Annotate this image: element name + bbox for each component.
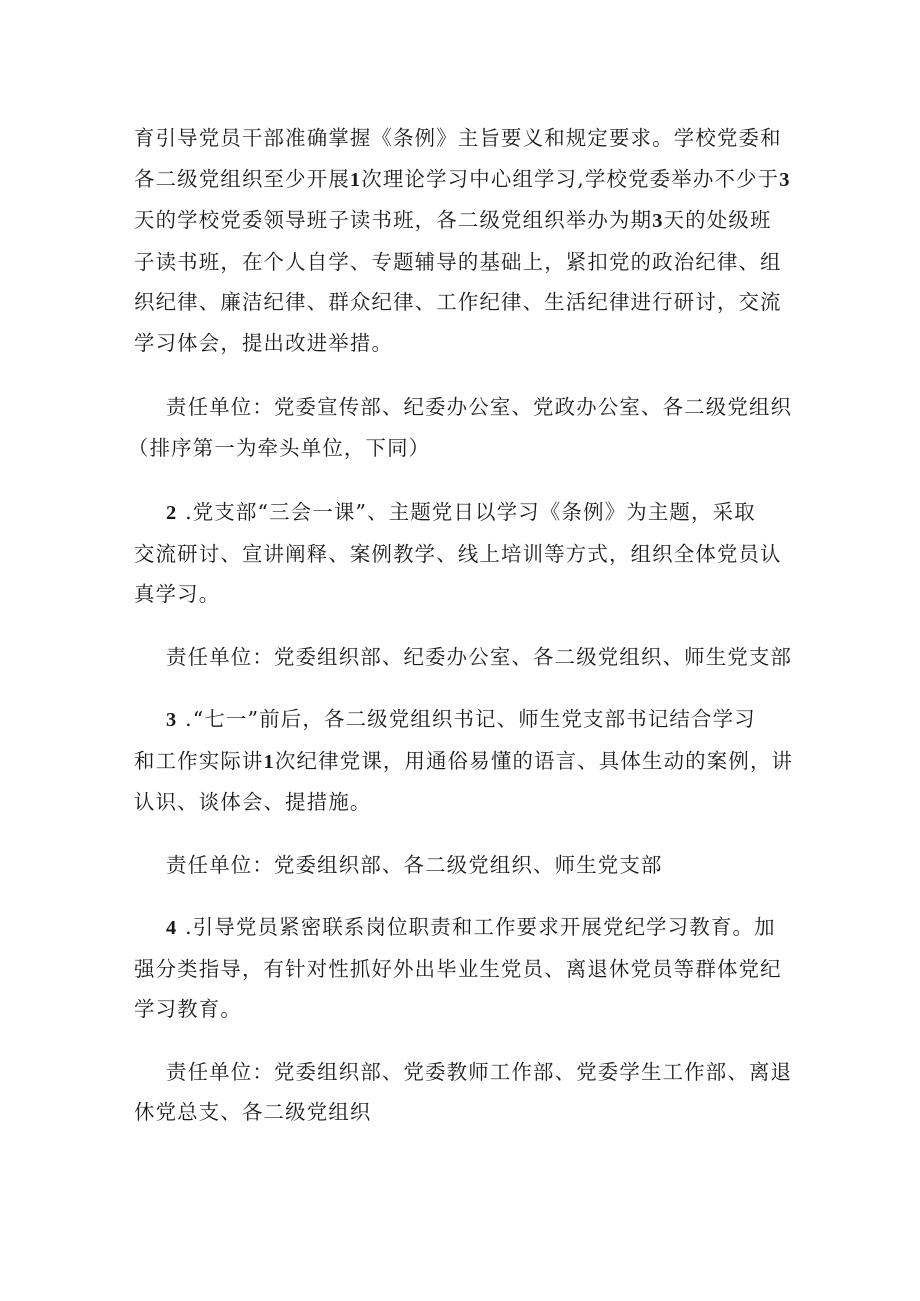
text-line: 责任单位：党委组织部、各二级党组织、师生党支部	[166, 852, 663, 877]
text-line: 3 .“七一”前后，各二级党组织书记、师生党支部书记结合学习	[166, 707, 756, 731]
text-line: 强分类指导，有针对性抓好外出毕业生党员、离退休党员等群体党纪	[134, 956, 782, 981]
responsible-units-1	[128, 387, 793, 468]
text-line: 真学习。	[134, 582, 221, 606]
text-line: 2 .党支部“三会一课”、主题党日以学习《条例》为主题，采取	[166, 500, 756, 524]
text-line: 织纪律、廉洁纪律、群众纪律、工作纪律、生活纪律进行研讨，交流	[134, 290, 782, 314]
responsible-units-2	[134, 637, 793, 678]
text-line: 子读书班，在个人自学、专题辅导的基础上，紧扣党的政治纪律、组	[134, 249, 782, 274]
item-2-branch-study	[134, 492, 786, 615]
paragraph-study-requirements	[134, 118, 791, 363]
text-line: 认识、谈体会、提措施。	[134, 790, 372, 814]
responsible-units-4	[134, 1052, 793, 1133]
text-line: （排序第一为牵头单位，下同）	[128, 435, 431, 460]
item-4-guidance	[134, 907, 786, 1030]
text-line: 和工作实际讲1次纪律党课，用通俗易懂的语言、具体生动的案例，讲	[134, 748, 794, 773]
text-line: 4 .引导党员紧密联系岗位职责和工作要求开展党纪学习教育。加	[166, 915, 776, 939]
item-number: 4	[166, 917, 178, 939]
text-line: 育引导党员干部准确掌握《条例》主旨要义和规定要求。学校党委和	[134, 126, 782, 150]
document-page	[128, 118, 794, 1133]
text-line: 学习体会，提出改进举措。	[134, 330, 394, 355]
text-line: 交流研讨、宣讲阐释、案例教学、线上培训等方式，组织全体党员认	[134, 541, 782, 566]
text-line: 责任单位：党委组织部、纪委办公室、各二级党组织、师生党支部	[166, 644, 793, 669]
text-line: 责任单位：党委组织部、党委教师工作部、党委学生工作部、离退	[166, 1059, 793, 1084]
responsible-units-3	[134, 845, 786, 886]
text-line: 天的学校党委领导班子读书班，各二级党组织举办为期3天的处级班	[134, 208, 772, 232]
item-number: 2	[166, 502, 178, 524]
text-line: 学习教育。	[134, 997, 242, 1021]
item-number: 3	[166, 709, 178, 731]
text-line: 休党总支、各二级党组织	[134, 1100, 372, 1124]
text-line: 各二级党组织至少开展1次理论学习中心组学习,学校党委举办不少于3	[134, 166, 791, 191]
item-3-discipline-lecture	[134, 699, 794, 823]
text-line: 责任单位：党委宣传部、纪委办公室、党政办公室、各二级党组织	[166, 395, 793, 419]
